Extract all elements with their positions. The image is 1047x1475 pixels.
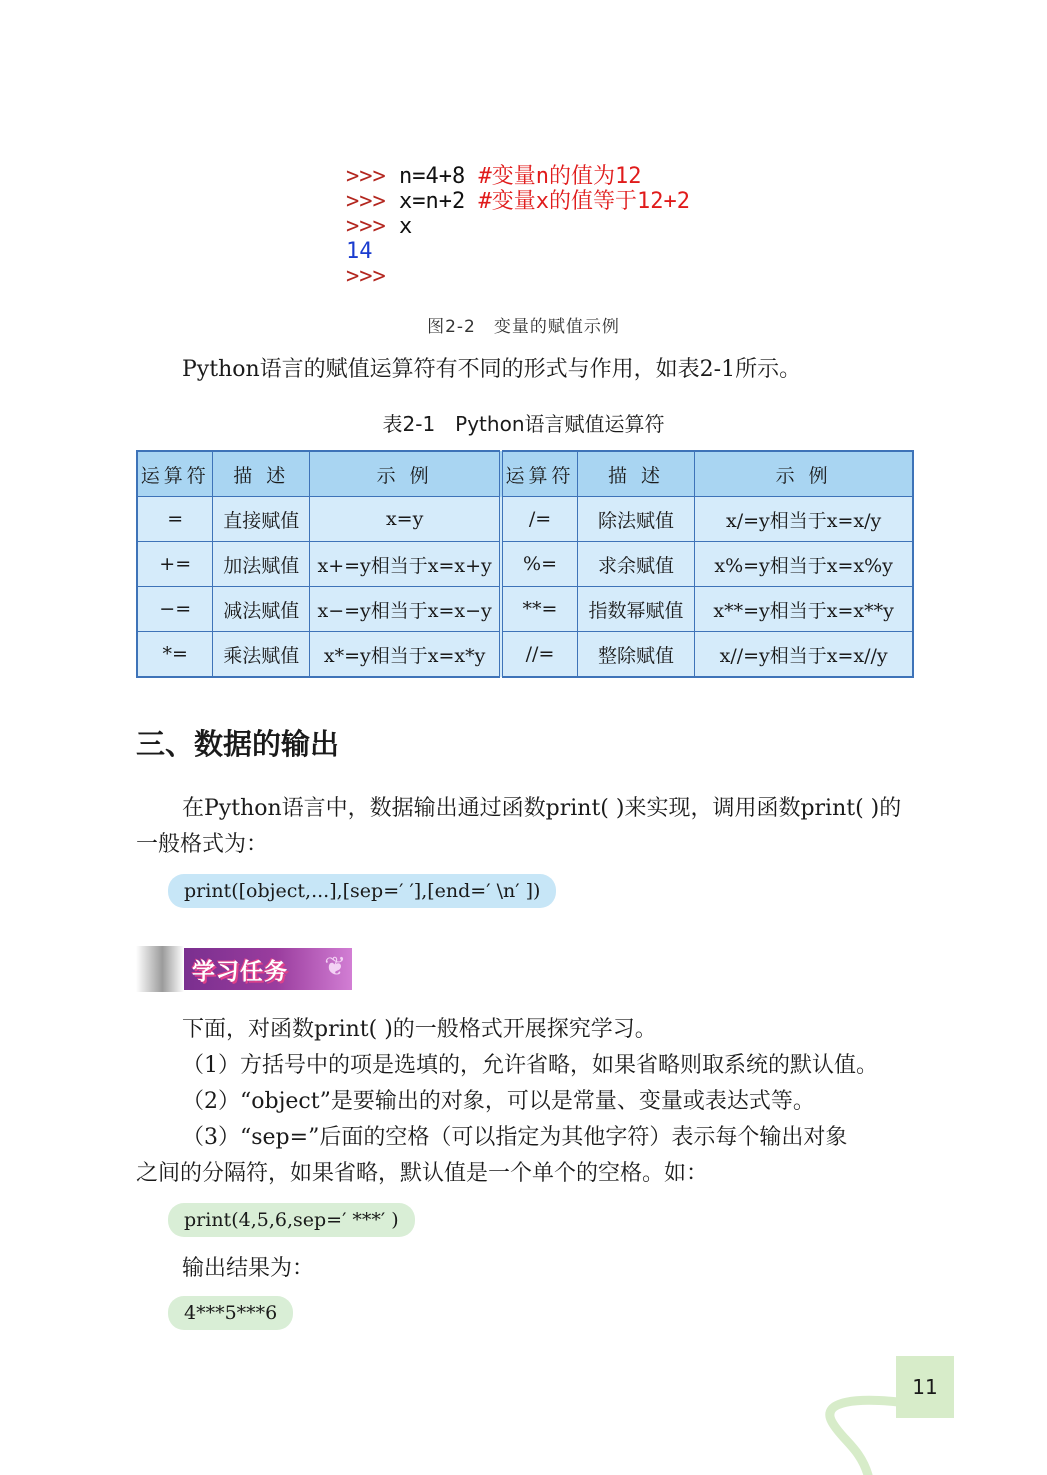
result-label: 输出结果为： bbox=[182, 1256, 315, 1281]
task-label: 学习任务 bbox=[192, 959, 288, 985]
header-cell: 运算符 bbox=[137, 451, 213, 497]
task-item-1: （1）方括号中的项是选填的，允许省略，如果省略则取系统的默认值。 bbox=[182, 1053, 878, 1078]
section-paragraph-line1: 在Python语言中，数据输出通过函数print( )来实现，调用函数print( )的 bbox=[182, 796, 902, 821]
table-cell: //= bbox=[501, 632, 577, 678]
table-cell: = bbox=[137, 497, 213, 542]
code-line bbox=[346, 214, 690, 239]
result-box: 4***5***6 bbox=[168, 1296, 293, 1330]
table-cell: **= bbox=[501, 587, 577, 632]
table-title: 表2-1 Python语言赋值运算符 bbox=[382, 412, 665, 436]
table-cell: x//=y相当于x=x//y bbox=[695, 632, 913, 678]
table-cell: 整除赋值 bbox=[577, 632, 695, 678]
assignment-operators-table bbox=[136, 450, 914, 678]
table-cell: += bbox=[137, 542, 213, 587]
table-cell: %= bbox=[501, 542, 577, 587]
code-figure bbox=[346, 164, 690, 289]
section-paragraph-line2: 一般格式为： bbox=[136, 832, 269, 857]
prompt: >>> bbox=[346, 214, 386, 239]
table-cell: x*=y相当于x=x*y bbox=[310, 632, 502, 678]
table-cell: 指数幂赋值 bbox=[577, 587, 695, 632]
table-cell: x**=y相当于x=x**y bbox=[695, 587, 913, 632]
example-code-box: print(4,5,6,sep=′ ***′ ) bbox=[168, 1203, 415, 1237]
section-heading: 三、数据的输出 bbox=[136, 727, 340, 761]
page-number: 11 bbox=[896, 1356, 954, 1418]
table-row bbox=[137, 497, 913, 542]
table-cell: 乘法赋值 bbox=[213, 632, 310, 678]
figure-caption: 图2-2 变量的赋值示例 bbox=[427, 317, 620, 337]
table-cell: 直接赋值 bbox=[213, 497, 310, 542]
comment: #变量x的值等于12+2 bbox=[478, 189, 690, 214]
task-item-3-line2: 之间的分隔符，如果省略，默认值是一个单个的空格。如： bbox=[136, 1161, 709, 1186]
table-cell: /= bbox=[501, 497, 577, 542]
print-syntax-box: print([object,...],[sep=′ ′],[end=′ \n′ ]) bbox=[168, 874, 556, 908]
code: x bbox=[385, 214, 413, 239]
header-cell: 示 例 bbox=[695, 451, 913, 497]
code: n=4+8 bbox=[385, 164, 479, 189]
table-row bbox=[137, 632, 913, 678]
table-cell: x−=y相当于x=x−y bbox=[310, 587, 502, 632]
task-banner-fade bbox=[136, 946, 184, 992]
prompt: >>> bbox=[346, 189, 386, 214]
task-intro: 下面，对函数print( )的一般格式开展探究学习。 bbox=[182, 1017, 657, 1042]
table-cell: x%=y相当于x=x%y bbox=[695, 542, 913, 587]
task-item-3-line1: （3）“sep=”后面的空格（可以指定为其他字符）表示每个输出对象 bbox=[182, 1125, 848, 1150]
table-cell: x=y bbox=[310, 497, 502, 542]
code-line bbox=[346, 189, 690, 214]
table-header-row bbox=[137, 451, 913, 497]
flourish-icon: ❦ bbox=[324, 952, 346, 982]
task-banner bbox=[184, 948, 352, 990]
output: 14 bbox=[346, 239, 373, 264]
header-cell: 描 述 bbox=[577, 451, 695, 497]
table-cell: x+=y相当于x=x+y bbox=[310, 542, 502, 587]
header-cell: 示 例 bbox=[310, 451, 502, 497]
table-cell: 减法赋值 bbox=[213, 587, 310, 632]
table-cell: −= bbox=[137, 587, 213, 632]
code: x=n+2 bbox=[385, 189, 479, 214]
table-row bbox=[137, 587, 913, 632]
table-cell: 求余赋值 bbox=[577, 542, 695, 587]
task-item-2: （2）“object”是要输出的对象，可以是常量、变量或表达式等。 bbox=[182, 1089, 815, 1114]
prompt: >>> bbox=[346, 264, 386, 289]
table-cell: 加法赋值 bbox=[213, 542, 310, 587]
code-line bbox=[346, 264, 690, 289]
comment: #变量n的值为12 bbox=[478, 164, 642, 189]
table-cell: *= bbox=[137, 632, 213, 678]
code-output bbox=[346, 239, 690, 264]
table-cell: x/=y相当于x=x/y bbox=[695, 497, 913, 542]
table-row bbox=[137, 542, 913, 587]
header-cell: 运算符 bbox=[501, 451, 577, 497]
code-line bbox=[346, 164, 690, 189]
prompt: >>> bbox=[346, 164, 386, 189]
header-cell: 描 述 bbox=[213, 451, 310, 497]
intro-paragraph: Python语言的赋值运算符有不同的形式与作用，如表2-1所示。 bbox=[182, 357, 802, 382]
table-cell: 除法赋值 bbox=[577, 497, 695, 542]
